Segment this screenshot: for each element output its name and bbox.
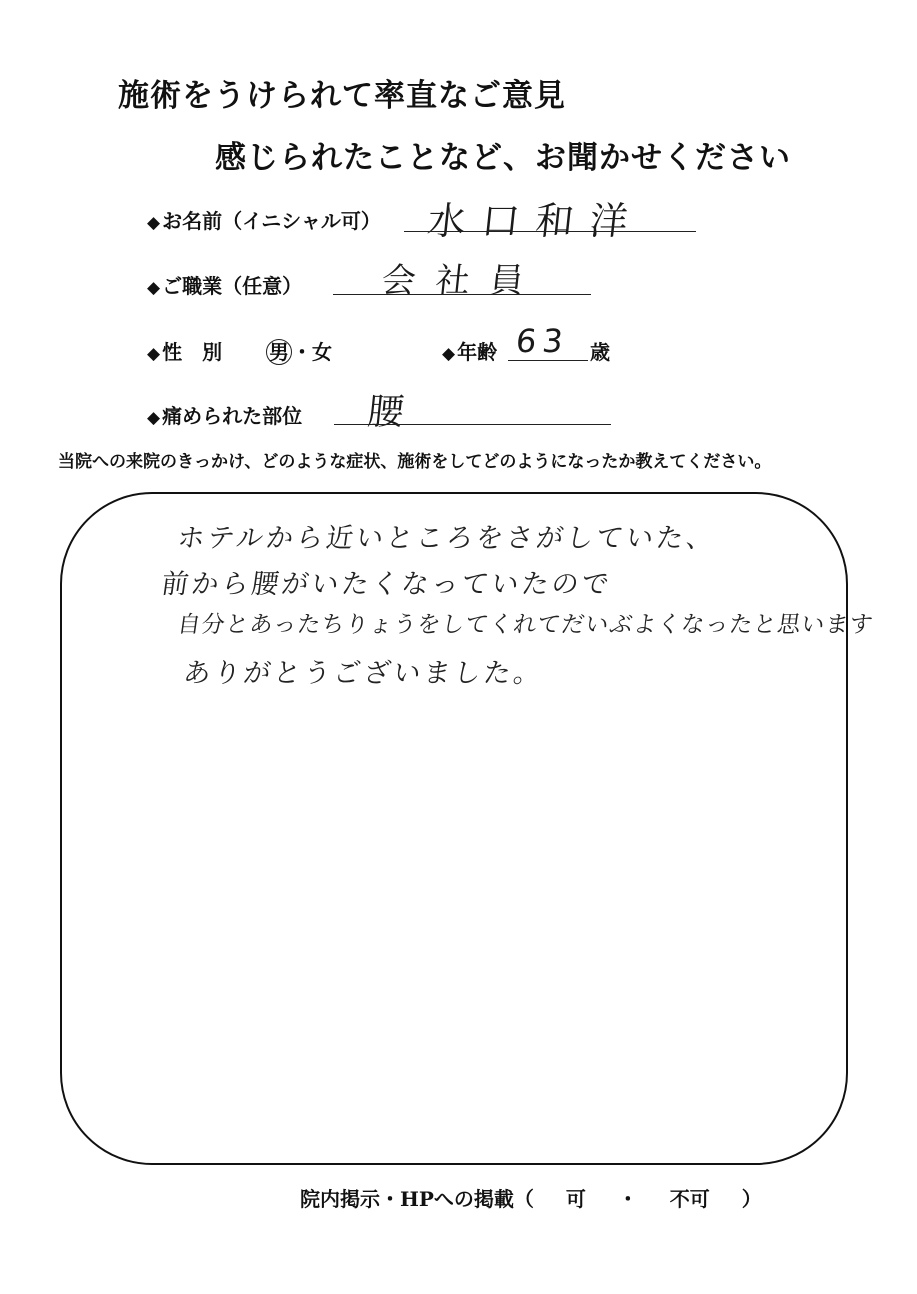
name-field	[147, 205, 381, 234]
diamond-bullet-icon: ◆	[147, 213, 161, 233]
age-field	[442, 336, 497, 365]
publication-consent	[300, 1183, 762, 1212]
name-value: 水口和洋	[425, 199, 646, 243]
diamond-bullet-icon: ◆	[442, 344, 456, 364]
diamond-bullet-icon: ◆	[147, 344, 161, 364]
name-label: お名前（イニシャル可）	[162, 209, 381, 233]
job-field	[147, 270, 302, 299]
consent-option-ok: 可	[565, 1187, 586, 1211]
body-part-underline	[334, 424, 611, 425]
publication-consent-label: 院内掲示・HPへの掲載（	[300, 1187, 534, 1211]
survey-heading-line1: 施術をうけられて率直なご意見	[118, 78, 566, 114]
job-label: ご職業（任意）	[162, 274, 303, 298]
diamond-bullet-icon: ◆	[147, 408, 161, 428]
consent-option-ng: 不可	[669, 1187, 710, 1211]
diamond-bullet-icon: ◆	[147, 278, 161, 298]
age-underline	[508, 360, 588, 361]
body-part-value: 腰	[365, 392, 406, 433]
comment-line-3: 自分とあったちりょうをしてくれてだいぶよくなったと思います	[175, 612, 876, 638]
name-underline	[404, 231, 696, 232]
gender-male-option-selected: 男	[266, 339, 292, 365]
gender-label: 性 別	[162, 340, 223, 364]
gender-separator: ・	[292, 340, 313, 364]
gender-field	[147, 336, 332, 365]
body-part-label: 痛められた部位	[162, 404, 303, 428]
job-value: 会社員	[379, 261, 546, 301]
comment-line-4: ありがとうございました。	[181, 658, 546, 689]
comment-prompt: 当院への来院のきっかけ、どのような症状、施術をしてどのようになったか教えてください。	[58, 452, 772, 472]
comment-line-2: 前から腰がいたくなっていたので	[159, 569, 614, 600]
comment-line-1: ホテルから近いところをさがしていた、	[175, 523, 719, 554]
survey-heading-line2: 感じられたことなど、お聞かせください	[215, 140, 791, 176]
body-part-field	[147, 400, 302, 429]
age-value: 63	[514, 322, 571, 360]
consent-close-paren: ）	[741, 1187, 762, 1211]
age-unit: 歳	[590, 340, 610, 364]
age-label: 年齢	[457, 340, 498, 364]
gender-female-option: 女	[312, 340, 333, 364]
consent-separator: ・	[617, 1187, 638, 1211]
job-underline	[333, 294, 591, 295]
